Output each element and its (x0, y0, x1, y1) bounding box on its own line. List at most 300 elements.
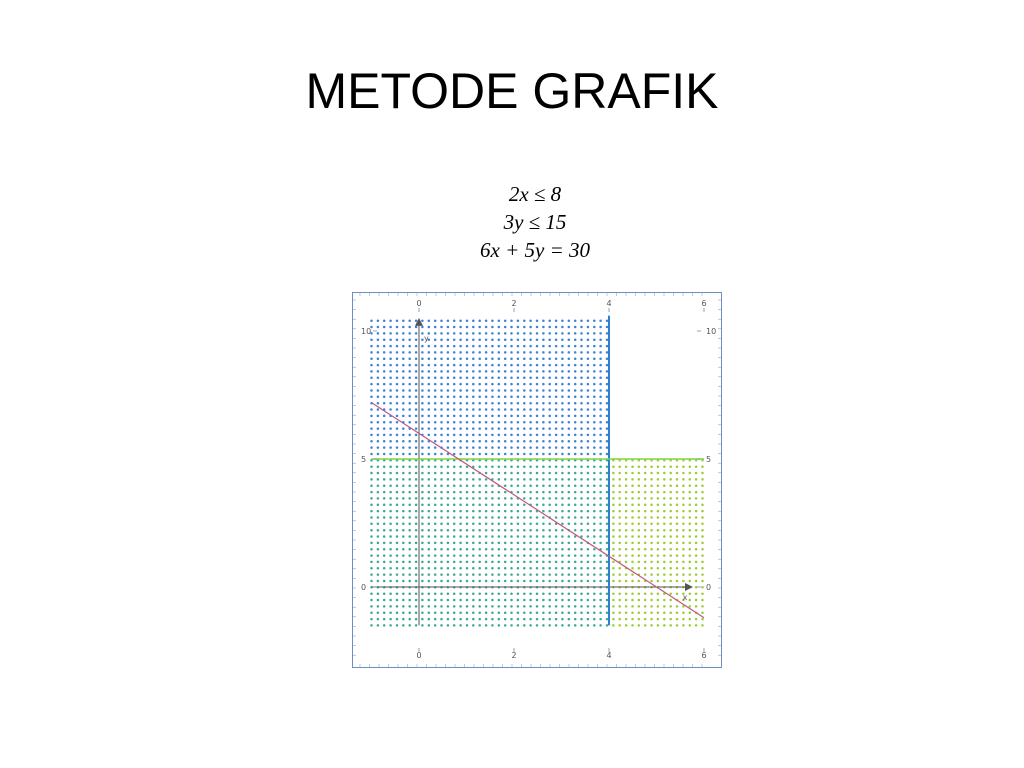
feasible-region-dot (370, 408, 373, 411)
feasible-region-dot (485, 338, 488, 341)
feasible-region-dot (606, 599, 609, 602)
feasible-region-dot (415, 370, 418, 373)
feasible-region-dot (568, 383, 571, 386)
feasible-region-dot (377, 618, 380, 621)
feasible-region-dot (644, 497, 647, 500)
feasible-region-dot (402, 364, 405, 367)
feasible-region-dot (517, 624, 520, 627)
feasible-region-dot (517, 326, 520, 329)
feasible-region-dot (657, 516, 660, 519)
feasible-region-dot (383, 491, 386, 494)
feasible-region-dot (498, 523, 501, 526)
feasible-region-dot (504, 427, 507, 430)
feasible-region-dot (593, 421, 596, 424)
feasible-region-dot (389, 510, 392, 512)
feasible-region-dot (498, 415, 501, 418)
feasible-region-dot (383, 497, 386, 500)
feasible-region-dot (669, 484, 672, 487)
feasible-region-dot (542, 504, 545, 507)
feasible-region-dot (517, 421, 520, 424)
feasible-region-dot (587, 364, 590, 367)
feasible-region-dot (625, 605, 628, 608)
feasible-region-dot (389, 535, 392, 538)
feasible-region-dot (606, 605, 609, 608)
feasible-region-dot (587, 408, 590, 411)
feasible-region-dot (606, 491, 609, 494)
feasible-region-dot (447, 624, 450, 627)
feasible-region-dot (428, 434, 431, 437)
feasible-region-dot (625, 592, 628, 595)
feasible-region-dot (466, 358, 469, 361)
feasible-region-dot (574, 338, 577, 341)
feasible-region-dot (650, 605, 653, 608)
feasible-region-dot (548, 478, 551, 481)
feasible-region-dot (555, 478, 558, 481)
feasible-region-dot (396, 599, 399, 602)
feasible-region-dot (440, 415, 443, 418)
feasible-region-dot (638, 624, 641, 627)
feasible-region-dot (466, 377, 469, 380)
feasible-region-dot (421, 484, 424, 487)
feasible-region-dot (440, 618, 443, 621)
feasible-region-dot (517, 510, 520, 512)
feasible-region-dot (396, 491, 399, 494)
feasible-region-dot (504, 434, 507, 437)
feasible-region-dot (459, 510, 462, 512)
feasible-region-dot (536, 491, 539, 494)
feasible-region-dot (536, 497, 539, 500)
feasible-region-dot (657, 529, 660, 532)
feasible-region-dot (561, 472, 564, 475)
feasible-region-dot (415, 510, 418, 512)
feasible-region-dot (389, 402, 392, 405)
feasible-region-dot (625, 523, 628, 526)
feasible-region-dot (370, 561, 373, 564)
feasible-region-dot (517, 377, 520, 380)
feasible-region-dot (695, 535, 698, 538)
feasible-region-dot (440, 567, 443, 570)
feasible-region-dot (389, 611, 392, 614)
feasible-region-dot (593, 383, 596, 386)
feasible-region-dot (593, 364, 596, 367)
feasible-region-dot (402, 440, 405, 443)
feasible-region-dot (402, 453, 405, 456)
feasible-region-dot (599, 326, 602, 329)
feasible-region-dot (459, 345, 462, 348)
feasible-region-dot (523, 332, 526, 335)
feasible-region-dot (491, 548, 494, 551)
feasible-region-dot (504, 383, 507, 386)
feasible-region-dot (631, 618, 634, 621)
feasible-region-dot (421, 440, 424, 443)
feasible-region-dot (421, 548, 424, 551)
feasible-region-dot (663, 529, 666, 532)
feasible-region-dot (428, 529, 431, 532)
feasible-region-dot (459, 542, 462, 545)
feasible-region-dot (631, 484, 634, 487)
feasible-region-dot (599, 440, 602, 443)
feasible-region-dot (599, 364, 602, 367)
feasible-region-dot (529, 402, 532, 405)
feasible-region-dot (555, 542, 558, 545)
feasible-region-dot (682, 523, 685, 526)
feasible-region-dot (536, 573, 539, 576)
feasible-region-dot (593, 491, 596, 494)
feasible-region-dot (631, 567, 634, 570)
feasible-region-dot (485, 529, 488, 532)
feasible-region-dot (650, 535, 653, 538)
feasible-region-dot (466, 504, 469, 507)
feasible-region-dot (529, 573, 532, 576)
feasible-region-dot (676, 548, 679, 551)
feasible-region-dot (466, 580, 469, 583)
feasible-region-dot (389, 389, 392, 392)
feasible-region-dot (434, 453, 437, 456)
feasible-region-dot (415, 554, 418, 557)
feasible-region-dot (408, 453, 411, 456)
feasible-region-dot (434, 523, 437, 526)
x-axis-label: x (682, 593, 688, 602)
feasible-region-dot (440, 484, 443, 487)
feasible-region-dot (593, 370, 596, 373)
feasible-region-dot (428, 408, 431, 411)
feasible-region-dot (370, 434, 373, 437)
feasible-region-dot (587, 326, 590, 329)
feasible-region-dot (561, 497, 564, 500)
feasible-region-dot (695, 510, 698, 512)
feasible-region-dot (370, 484, 373, 487)
feasible-region-dot (472, 415, 475, 418)
feasible-region-dot (587, 516, 590, 519)
feasible-region-dot (383, 440, 386, 443)
feasible-region-dot (389, 396, 392, 399)
feasible-region-dot (491, 618, 494, 621)
feasible-region-dot (434, 548, 437, 551)
feasible-region-dot (472, 377, 475, 380)
feasible-region-dot (453, 484, 456, 487)
feasible-region-dot (695, 478, 698, 481)
feasible-region-dot (389, 364, 392, 367)
feasible-region-dot (701, 504, 704, 507)
feasible-region-dot (638, 548, 641, 551)
feasible-region-dot (701, 554, 704, 557)
feasible-region-dot (561, 338, 564, 341)
feasible-region-dot (408, 415, 411, 418)
feasible-region-dot (618, 548, 621, 551)
feasible-region-dot (580, 542, 583, 545)
feasible-region-dot (510, 332, 513, 335)
feasible-region-dot (408, 580, 411, 583)
feasible-region-dot (478, 548, 481, 551)
feasible-region-dot (612, 561, 615, 564)
feasible-region-dot (548, 548, 551, 551)
feasible-region-dot (625, 580, 628, 583)
feasible-region-dot (396, 535, 399, 538)
feasible-region-dot (415, 561, 418, 564)
feasible-region-dot (695, 592, 698, 595)
feasible-region-dot (440, 319, 443, 322)
feasible-region-dot (676, 605, 679, 608)
feasible-region-dot (612, 472, 615, 475)
feasible-region-dot (612, 478, 615, 481)
feasible-region-dot (389, 440, 392, 443)
feasible-region-dot (377, 605, 380, 608)
feasible-region-dot (587, 605, 590, 608)
feasible-region-dot (447, 402, 450, 405)
feasible-region-dot (447, 364, 450, 367)
feasible-region-dot (396, 358, 399, 361)
feasible-region-dot (491, 605, 494, 608)
feasible-region-dot (459, 402, 462, 405)
feasible-region-dot (669, 561, 672, 564)
feasible-region-dot (536, 478, 539, 481)
feasible-region-dot (491, 427, 494, 430)
feasible-region-dot (593, 624, 596, 627)
feasible-region-dot (415, 427, 418, 430)
feasible-region-dot (428, 319, 431, 322)
feasible-region-dot (510, 542, 513, 545)
feasible-region-dot (370, 465, 373, 468)
feasible-region-dot (631, 573, 634, 576)
feasible-region-dot (612, 624, 615, 627)
feasible-region-dot (657, 567, 660, 570)
feasible-region-dot (447, 567, 450, 570)
feasible-region-dot (529, 535, 532, 538)
feasible-region-dot (383, 472, 386, 475)
feasible-region-dot (529, 421, 532, 424)
feasible-region-dot (618, 599, 621, 602)
feasible-region-dot (548, 472, 551, 475)
feasible-region-dot (561, 592, 564, 595)
feasible-region-dot (370, 319, 373, 322)
feasible-region-dot (415, 611, 418, 614)
feasible-region-dot (510, 427, 513, 430)
feasible-region-dot (421, 396, 424, 399)
feasible-region-dot (370, 338, 373, 341)
feasible-region-dot (657, 535, 660, 538)
feasible-region-dot (453, 580, 456, 583)
feasible-region-dot (434, 573, 437, 576)
feasible-region-dot (606, 440, 609, 443)
feasible-region-dot (428, 396, 431, 399)
feasible-region-dot (383, 389, 386, 392)
feasible-region-dot (504, 599, 507, 602)
feasible-region-dot (466, 332, 469, 335)
feasible-region-dot (593, 345, 596, 348)
feasible-region-dot (478, 389, 481, 392)
feasible-region-dot (453, 567, 456, 570)
feasible-region-dot (517, 573, 520, 576)
feasible-region-dot (599, 472, 602, 475)
feasible-region-dot (478, 497, 481, 500)
feasible-region-dot (447, 383, 450, 386)
feasible-region-dot (466, 497, 469, 500)
feasible-region-dot (498, 326, 501, 329)
feasible-region-dot (606, 535, 609, 538)
feasible-region-dot (631, 561, 634, 564)
feasible-region-dot (472, 319, 475, 322)
feasible-region-dot (523, 446, 526, 449)
feasible-region-dot (421, 497, 424, 500)
feasible-region-dot (478, 529, 481, 532)
feasible-region-dot (498, 580, 501, 583)
feasible-region-dot (536, 389, 539, 392)
feasible-region-dot (644, 510, 647, 512)
feasible-region-dot (421, 573, 424, 576)
feasible-region-dot (644, 529, 647, 532)
feasible-region-dot (517, 364, 520, 367)
feasible-region-dot (459, 618, 462, 621)
feasible-region-dot (580, 472, 583, 475)
feasible-region-dot (421, 618, 424, 621)
feasible-region-dot (504, 396, 507, 399)
feasible-region-dot (606, 529, 609, 532)
feasible-region-dot (606, 434, 609, 437)
feasible-region-dot (415, 364, 418, 367)
feasible-region-dot (491, 611, 494, 614)
feasible-region-dot (478, 383, 481, 386)
feasible-region-dot (676, 465, 679, 468)
feasible-region-dot (568, 338, 571, 341)
feasible-region-dot (428, 516, 431, 519)
feasible-region-dot (472, 446, 475, 449)
feasible-region-dot (612, 599, 615, 602)
feasible-region-dot (485, 599, 488, 602)
feasible-region-dot (561, 573, 564, 576)
feasible-region-dot (536, 599, 539, 602)
feasible-region-dot (510, 504, 513, 507)
feasible-region-dot (631, 548, 634, 551)
feasible-region-dot (485, 554, 488, 557)
feasible-region-dot (689, 504, 692, 507)
feasible-region-dot (389, 548, 392, 551)
feasible-region-dot (555, 465, 558, 468)
feasible-region-dot (536, 402, 539, 405)
feasible-region-dot (542, 358, 545, 361)
feasible-region-dot (453, 624, 456, 627)
feasible-region-dot (561, 516, 564, 519)
feasible-region-dot (676, 491, 679, 494)
feasible-region-dot (669, 605, 672, 608)
feasible-region-dot (561, 548, 564, 551)
feasible-region-dot (618, 535, 621, 538)
feasible-region-dot (408, 529, 411, 532)
feasible-region-dot (517, 504, 520, 507)
feasible-region-dot (536, 440, 539, 443)
feasible-region-dot (695, 491, 698, 494)
feasible-region-dot (383, 542, 386, 545)
feasible-region-dot (396, 624, 399, 627)
feasible-region-dot (638, 611, 641, 614)
feasible-region-dot (408, 561, 411, 564)
feasible-region-dot (644, 535, 647, 538)
feasible-region-dot (478, 561, 481, 564)
feasible-region-dot (523, 396, 526, 399)
feasible-region-dot (504, 624, 507, 627)
feasible-region-dot (612, 573, 615, 576)
feasible-region-dot (650, 465, 653, 468)
feasible-region-dot (472, 472, 475, 475)
feasible-region-dot (682, 484, 685, 487)
feasible-region-dot (599, 611, 602, 614)
feasible-region-dot (396, 408, 399, 411)
feasible-region-dot (434, 478, 437, 481)
feasible-region-dot (657, 599, 660, 602)
feasible-region-dot (491, 561, 494, 564)
feasible-region-dot (517, 440, 520, 443)
feasible-region-dot (689, 580, 692, 583)
feasible-region-dot (504, 364, 507, 367)
feasible-region-dot (517, 618, 520, 621)
feasible-region-dot (504, 573, 507, 576)
feasible-region-dot (517, 345, 520, 348)
feasible-region-dot (682, 478, 685, 481)
feasible-region-dot (472, 370, 475, 373)
feasible-region-dot (434, 427, 437, 430)
feasible-region-dot (542, 453, 545, 456)
feasible-region-dot (561, 358, 564, 361)
feasible-region-dot (440, 396, 443, 399)
feasible-region-dot (510, 484, 513, 487)
feasible-region-dot (478, 510, 481, 512)
feasible-region-dot (568, 332, 571, 335)
feasible-region-dot (517, 351, 520, 354)
feasible-region-dot (428, 535, 431, 538)
feasible-region-dot (396, 345, 399, 348)
feasible-region-dot (440, 465, 443, 468)
feasible-region-dot (606, 504, 609, 507)
feasible-region-dot (478, 434, 481, 437)
feasible-region-dot (618, 465, 621, 468)
feasible-region-dot (650, 573, 653, 576)
feasible-region-dot (459, 453, 462, 456)
feasible-region-dot (695, 554, 698, 557)
feasible-region-dot (587, 319, 590, 322)
feasible-region-dot (606, 497, 609, 500)
feasible-region-dot (383, 567, 386, 570)
feasible-region-dot (428, 351, 431, 354)
feasible-region-dot (682, 624, 685, 627)
feasible-region-dot (453, 345, 456, 348)
feasible-region-dot (478, 542, 481, 545)
feasible-region-dot (555, 364, 558, 367)
feasible-region-dot (415, 624, 418, 627)
feasible-region-dot (574, 453, 577, 456)
feasible-region-dot (580, 573, 583, 576)
feasible-region-dot (618, 504, 621, 507)
feasible-region-dot (459, 523, 462, 526)
feasible-region-dot (555, 383, 558, 386)
feasible-region-dot (383, 484, 386, 487)
feasible-region-dot (542, 561, 545, 564)
feasible-region-dot (568, 516, 571, 519)
feasible-region-dot (574, 548, 577, 551)
feasible-region-dot (459, 605, 462, 608)
feasible-region-dot (523, 453, 526, 456)
feasible-region-dot (389, 421, 392, 424)
feasible-region-dot (612, 618, 615, 621)
feasible-region-dot (383, 383, 386, 386)
feasible-region-dot (491, 465, 494, 468)
feasible-region-dot (377, 516, 380, 519)
feasible-region-dot (478, 573, 481, 576)
feasible-region-dot (638, 542, 641, 545)
feasible-region-dot (587, 377, 590, 380)
feasible-region-dot (428, 402, 431, 405)
feasible-region-dot (542, 402, 545, 405)
feasible-region-dot (638, 561, 641, 564)
feasible-region-dot (574, 599, 577, 602)
